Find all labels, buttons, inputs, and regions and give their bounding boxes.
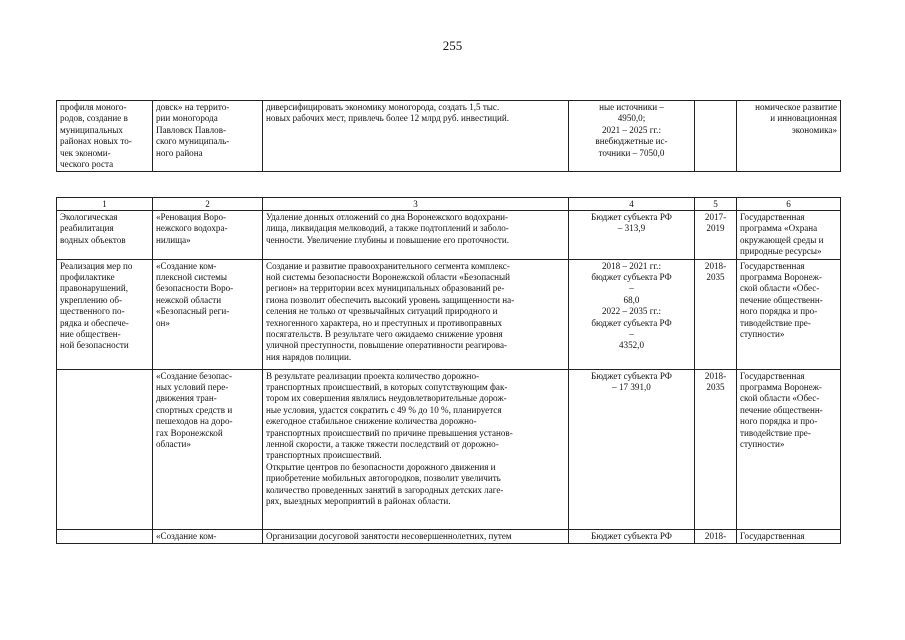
table-cell: профиля моного- родов, создание в муниципальных районах новых то- чек экономи- ческого роста — [57, 101, 153, 172]
project-cell: «Создание безопас- ных условий пере- движения тран- спортных средств и пешеходов на доро- гах Воронежской области» — [153, 369, 263, 529]
direction-cell: Реализация мер по профилактике правонарушений, укреплению об- щественного по- рядка и обеспече- ние обществен- ной безопасности — [57, 259, 153, 369]
table-row — [57, 101, 841, 172]
program-cell: Государственная — [737, 529, 841, 543]
direction-cell — [57, 369, 153, 529]
column-number: 6 — [737, 198, 841, 211]
funding-cell: Бюджет субъекта РФ – 17 391,0 — [569, 369, 695, 529]
table-cell: довск» на террито- рии моногорода Павловск Павлов- ского муниципаль- ного района — [153, 101, 263, 172]
projects-table — [56, 197, 841, 544]
description-cell: Создание и развитие правоохранительного сегмента комплекс- ной системы безопасности Воронежской области «Безопасный регион» на территории всех муниципальных образований ре- гиона позволит обеспечить высокий уровень защищенности на- селения не только от чрезвычайных ситуаций природного и техногенного характера, но и преступных и противоправных посягательств. В результате чего ожидаемо снижение уровня уличной преступности, повышение оперативности реагирова- ния нарядов полиции. — [263, 259, 569, 369]
table-cell: номическое развитие и инновационная экономика» — [737, 101, 841, 172]
period-cell: 2018- 2035 — [695, 369, 737, 529]
funding-cell: Бюджет субъекта РФ – 313,9 — [569, 211, 695, 260]
page-number: 255 — [442, 38, 463, 53]
direction-cell — [57, 529, 153, 543]
column-number: 3 — [263, 198, 569, 211]
program-cell: Государственная программа «Охрана окружающей среды и природные ресурсы» — [737, 211, 841, 260]
table-cell: ные источники – 4950,0; 2021 – 2025 гг.: внебюджетные ис- точники – 7050,0 — [569, 101, 695, 172]
project-cell: «Реновация Воро- нежского водохра- нилища» — [153, 211, 263, 260]
funding-cell: Бюджет субъекта РФ — [569, 529, 695, 543]
column-number: 1 — [57, 198, 153, 211]
continuation-table — [56, 100, 841, 172]
table-cell — [695, 101, 737, 172]
table-row — [57, 259, 841, 369]
column-numbers-row — [57, 198, 841, 211]
period-cell: 2018- — [695, 529, 737, 543]
description-cell: Организации досуговой занятости несовершеннолетних, путем — [263, 529, 569, 543]
column-number: 2 — [153, 198, 263, 211]
period-cell: 2017- 2019 — [695, 211, 737, 260]
program-cell: Государственная программа Воронеж- ской области «Обес- печение общественн- ного порядка и про- тиводействие пре- ступности» — [737, 259, 841, 369]
column-number: 4 — [569, 198, 695, 211]
table-cell: диверсифицировать экономику моногорода, создать 1,5 тыс. новых рабочих мест, привлечь более 12 млрд руб. инвестиций. — [263, 101, 569, 172]
period-cell: 2018- 2035 — [695, 259, 737, 369]
direction-cell: Экологическая реабилитация водных объектов — [57, 211, 153, 260]
program-cell: Государственная программа Воронеж- ской области «Обес- печение общественн- ного порядка и про- тиводействие пре- ступности» — [737, 369, 841, 529]
project-cell: «Создание ком- — [153, 529, 263, 543]
table-row — [57, 369, 841, 529]
description-cell: Удаление донных отложений со дна Воронежского водохрани- лища, ликвидация мелководий, а также подтоплений и заболо- ченности. Увеличение глубины и повышение его проточности. — [263, 211, 569, 260]
column-number: 5 — [695, 198, 737, 211]
project-cell: «Создание ком- плексной системы безопасности Воро- нежской области «Безопасный реги- он» — [153, 259, 263, 369]
table-row — [57, 529, 841, 543]
table-row — [57, 211, 841, 260]
funding-cell: 2018 – 2021 гг.: бюджет субъекта РФ – 68,0 2022 – 2035 гг.: бюджет субъекта РФ – 4352,0 — [569, 259, 695, 369]
description-cell: В результате реализации проекта количество дорожно- транспортных происшествий, в которых сопутствующим фак- тором их совершения являлись неудовлетворительные дорож- ные условия, удастся сократить с 49 % до 10 %, планируется ежегодное стабильное снижение количества дорожно- транспортных происшествий по причине превышения установ- ленной скорости, а также тяжести последствий от дорожно- транспортных происшествий. Открытие центров по безопасности дорожного движения и приобретение мобильных автогородков, позволит увеличить количество проведенных занятий в загородных детских лаге- рях, выездных мероприятий в районах области. — [263, 369, 569, 529]
